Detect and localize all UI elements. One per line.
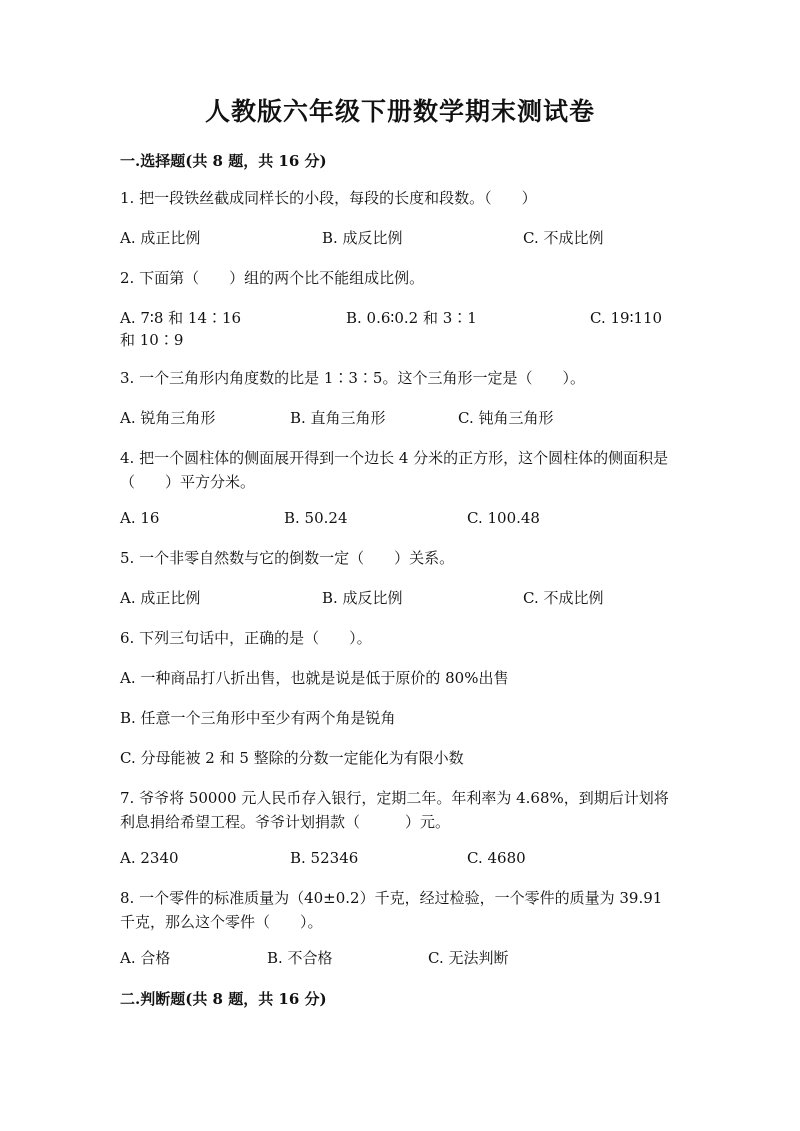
q4-option-c: C. 100.48 <box>467 509 540 527</box>
question-1: 1. 把一段铁丝截成同样长的小段，每段的长度和段数。（ ） <box>120 189 537 207</box>
section-heading-choice: 一.选择题(共 8 题，共 16 分) <box>120 152 327 170</box>
q4-option-b: B. 50.24 <box>284 509 348 527</box>
q4-option-a: A. 16 <box>120 509 160 527</box>
q3-option-a: A. 锐角三角形 <box>120 409 216 427</box>
q6-option-c: C. 分母能被 2 和 5 整除的分数一定能化为有限小数 <box>120 749 464 767</box>
q8-option-a: A. 合格 <box>120 949 171 967</box>
page-title: 人教版六年级下册数学期末测试卷 <box>204 97 595 126</box>
question-3: 3. 一个三角形内角度数的比是 1∶3∶5。这个三角形一定是（ ）。 <box>120 369 585 387</box>
q7-option-a: A. 2340 <box>120 849 179 867</box>
q5-option-a: A. 成正比例 <box>120 589 201 607</box>
q5-option-c: C. 不成比例 <box>523 589 604 607</box>
q2-option-a: A. 7∶8 和 14∶16 <box>120 309 242 327</box>
q5-option-b: B. 成反比例 <box>322 589 403 607</box>
question-8: 8. 一个零件的标准质量为（40±0.2）千克，经过检验，一个零件的质量为 39.91 千克，那么这个零件（ ）。 <box>120 889 663 931</box>
q6-option-a: A. 一种商品打八折出售，也就是说是低于原价的 80%出售 <box>120 669 509 687</box>
q8-option-c: C. 无法判断 <box>428 949 509 967</box>
q7-option-b: B. 52346 <box>290 849 359 867</box>
question-6: 6. 下列三句话中，正确的是（ ）。 <box>120 629 372 647</box>
q6-option-b: B. 任意一个三角形中至少有两个角是锐角 <box>120 709 396 727</box>
q8-option-b: B. 不合格 <box>267 949 333 967</box>
question-5: 5. 一个非零自然数与它的倒数一定（ ）关系。 <box>120 549 455 567</box>
q1-option-c: C. 不成比例 <box>523 229 604 247</box>
q1-option-b: B. 成反比例 <box>322 229 403 247</box>
question-7: 7. 爷爷将 50000 元人民币存入银行，定期二年。年利率为 4.68%，到期后计划将利息捐给希望工程。爷爷计划捐款（ ）元。 <box>120 789 669 831</box>
q1-option-a: A. 成正比例 <box>120 229 201 247</box>
q3-option-c: C. 钝角三角形 <box>458 409 554 427</box>
q2-option-c: C. 19∶110 <box>590 309 663 327</box>
q3-option-b: B. 直角三角形 <box>290 409 386 427</box>
q2-option-b: B. 0.6∶0.2 和 3∶1 <box>346 309 477 327</box>
q7-option-c: C. 4680 <box>467 849 526 867</box>
question-2: 2. 下面第（ ）组的两个比不能组成比例。 <box>120 269 425 287</box>
question-4: 4. 把一个圆柱体的侧面展开得到一个边长 4 分米的正方形，这个圆柱体的侧面积是（ ）平方分米。 <box>120 449 669 491</box>
q2-option-c-cont: 和 10∶9 <box>120 331 184 349</box>
section-heading-judgement: 二.判断题(共 8 题，共 16 分) <box>120 990 327 1008</box>
